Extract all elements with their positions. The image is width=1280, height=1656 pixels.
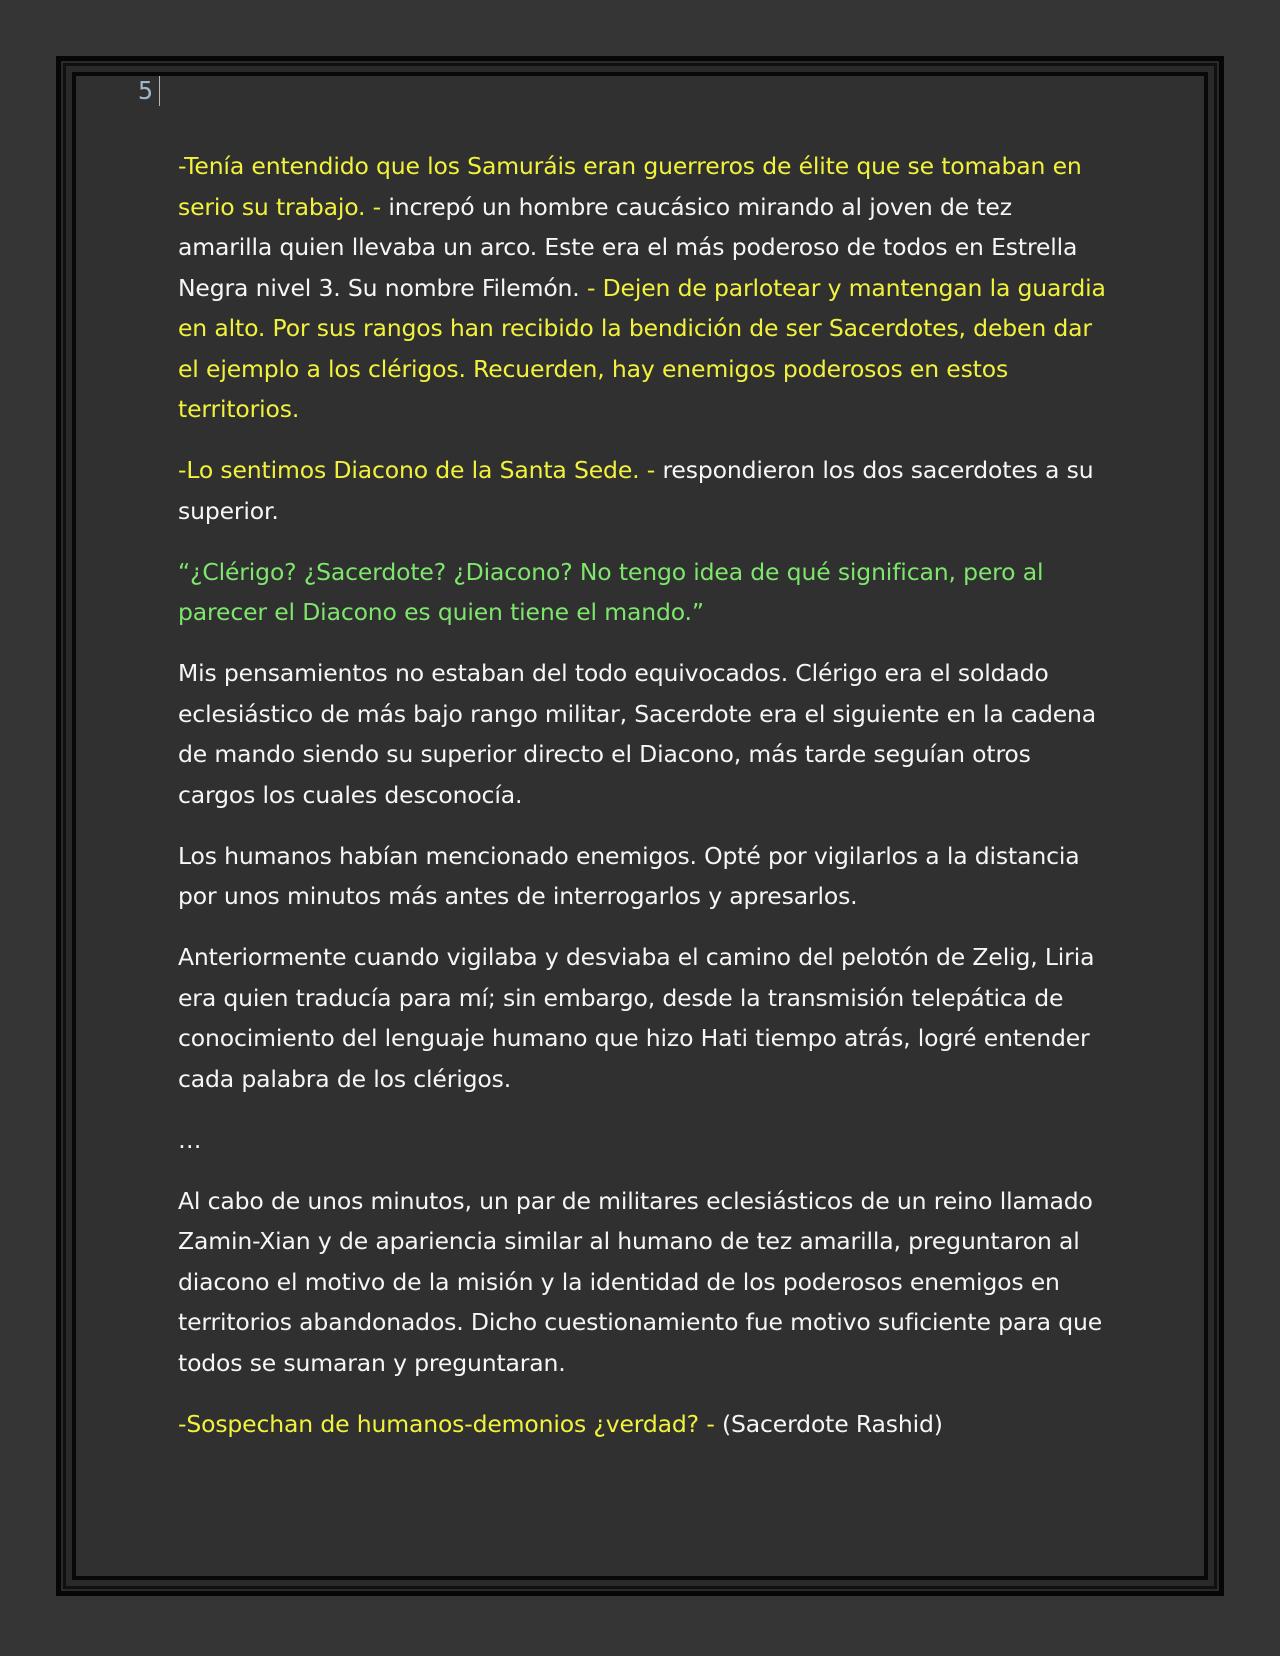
narration-text: Mis pensamientos no estaban del todo equivocados. Clérigo era el soldado eclesiástico de más bajo rango militar, Sacerdote era el siguiente en la cadena de mando siendo su superior directo el Diacono, más tarde seguían otros cargos los cuales desconocía. bbox=[178, 659, 1097, 809]
narration-text: Anteriormente cuando vigilaba y desviaba el camino del pelotón de Zelig, Liria era quien traducía para mí; sin embargo, desde la transmisión telepática de conocimiento del lenguaje humano que hizo Hati tiempo atrás, logré entender cada palabra de los clérigos. bbox=[178, 943, 1095, 1093]
paragraph bbox=[178, 937, 1108, 1099]
paragraph bbox=[178, 146, 1108, 430]
thought-text: “¿Clérigo? ¿Sacerdote? ¿Diacono? No tengo idea de qué significan, pero al parecer el Diacono es quien tiene el mando.” bbox=[178, 557, 1044, 626]
paragraph bbox=[178, 653, 1108, 815]
dialogue-text: - Dejen de parlotear y mantengan la guardia en alto. Por sus rangos han recibido la bendición de ser Sacerdotes, deben dar el ejemplo a los clérigos. Recuerden, hay enemigos poderosos en estos territorios. bbox=[178, 273, 1106, 423]
dialogue-text: -Lo sentimos Diacono de la Santa Sede. - bbox=[178, 456, 663, 484]
document-body bbox=[178, 146, 1108, 1465]
paragraph bbox=[178, 836, 1108, 917]
ellipsis-text: … bbox=[178, 1125, 202, 1154]
scene-break bbox=[178, 1120, 1108, 1161]
page-number: 5 bbox=[138, 76, 160, 106]
dialogue-text: -Tenía entendido que los Samuráis eran guerreros de élite que se tomaban en serio su trabajo. - bbox=[178, 152, 1082, 221]
narration-text: (Sacerdote Rashid) bbox=[721, 1409, 943, 1438]
paragraph bbox=[178, 1404, 1108, 1445]
paragraph bbox=[178, 552, 1108, 633]
narration-text: Los humanos habían mencionado enemigos. Opté por vigilarlos a la distancia por unos minutos más antes de interrogarlos y apresarlos. bbox=[178, 841, 1080, 910]
paragraph bbox=[178, 1181, 1108, 1384]
dialogue-text: -Sospechan de humanos-demonios ¿verdad? - bbox=[178, 1409, 722, 1438]
narration-text: Al cabo de unos minutos, un par de militares eclesiásticos de un reino llamado Zamin-Xian y de apariencia similar al humano de tez amarilla, preguntaron al diacono el motivo de la misión y la identidad de los poderosos enemigos en territorios abandonados. Dicho cuestionamiento fue motivo suficiente para que todos se sumaran y preguntaran. bbox=[178, 1186, 1103, 1377]
paragraph bbox=[178, 450, 1108, 531]
narration-text: increpó un hombre caucásico mirando al joven de tez amarilla quien llevaba un arco. Este era el más poderoso de todos en Estrella Negra nivel 3. Su nombre Filemón. bbox=[178, 192, 1078, 302]
narration-text: respondieron los dos sacerdotes a su superior. bbox=[178, 456, 1094, 525]
